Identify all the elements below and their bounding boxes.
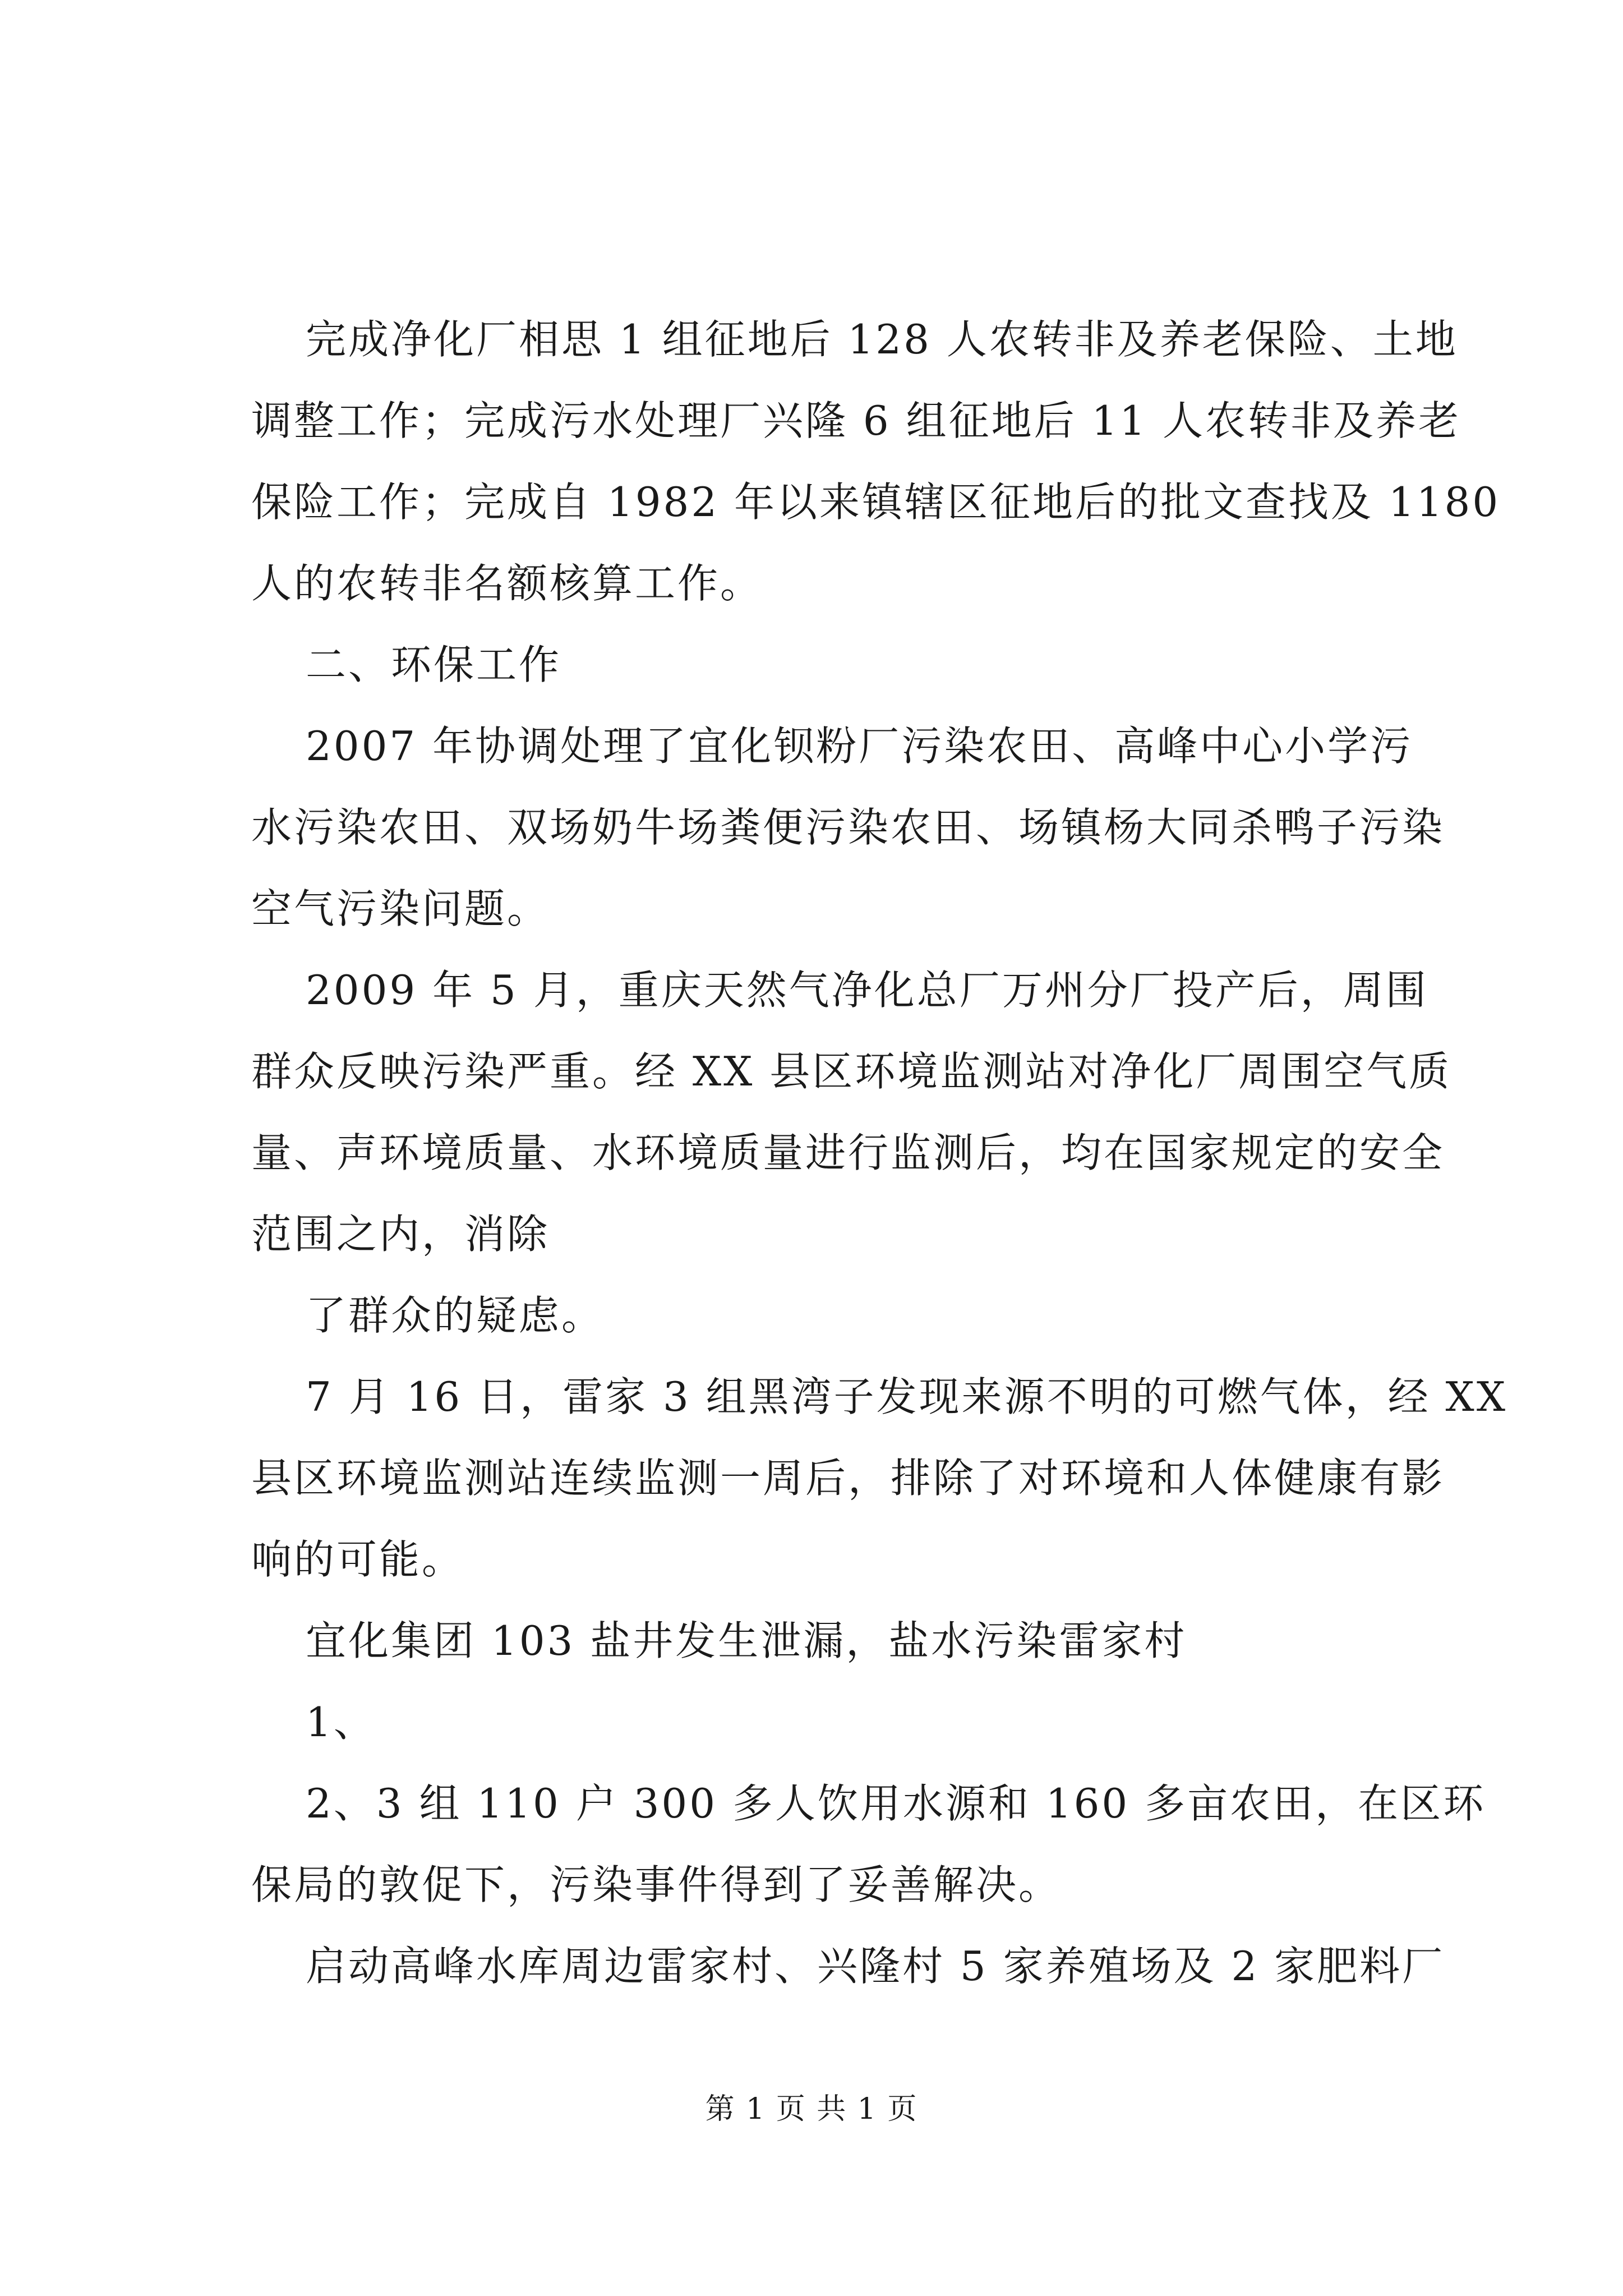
text-line: 保局的敦促下，污染事件得到了妥善解决。 <box>251 1861 1062 1908</box>
text-line: 2、3 组 110 户 300 多人饮用水源和 160 多亩农田，在区环 <box>306 1780 1486 1827</box>
text-line: 量、声环境质量、水环境质量进行监测后，均在国家规定的安全 <box>251 1129 1445 1176</box>
text-line: 群众反映污染严重。经 XX 县区环境监测站对净化厂周围空气质 <box>251 1048 1452 1095</box>
text-line: 宜化集团 103 盐井发生泄漏，盐水污染雷家村 <box>306 1617 1187 1664</box>
text-line: 人的农转非名额核算工作。 <box>251 560 763 607</box>
text-line: 启动高峰水库周边雷家村、兴隆村 5 家养殖场及 2 家肥料厂 <box>306 1943 1445 1990</box>
text-line: 水污染农田、双场奶牛场粪便污染农田、场镇杨大同杀鸭子污染 <box>251 804 1445 851</box>
text-line: 调整工作；完成污水处理厂兴隆 6 组征地后 11 人农转非及养老 <box>251 397 1461 444</box>
text-line: 空气污染问题。 <box>251 885 550 932</box>
text-line: 7 月 16 日，雷家 3 组黑湾子发现来源不明的可燃气体，经 XX <box>306 1373 1508 1420</box>
text-line: 2009 年 5 月，重庆天然气净化总厂万州分厂投产后，周围 <box>306 967 1428 1014</box>
section-heading: 二、环保工作 <box>306 641 562 688</box>
text-line: 了群众的疑虑。 <box>306 1292 605 1339</box>
text-line: 完成净化厂相思 1 组征地后 128 人农转非及养老保险、土地 <box>306 316 1458 363</box>
text-line: 保险工作；完成自 1982 年以来镇辖区征地后的批文查找及 1180 <box>251 478 1501 526</box>
text-line: 响的可能。 <box>251 1536 465 1583</box>
text-line: 县区环境监测站连续监测一周后，排除了对环境和人体健康有影 <box>251 1455 1445 1502</box>
text-line: 范围之内，消除 <box>251 1211 550 1258</box>
text-line: 1、 <box>306 1699 376 1746</box>
text-line: 2007 年协调处理了宜化钡粉厂污染农田、高峰中心小学污 <box>306 723 1413 770</box>
page-footer: 第 1 页 共 1 页 <box>705 2092 918 2126</box>
